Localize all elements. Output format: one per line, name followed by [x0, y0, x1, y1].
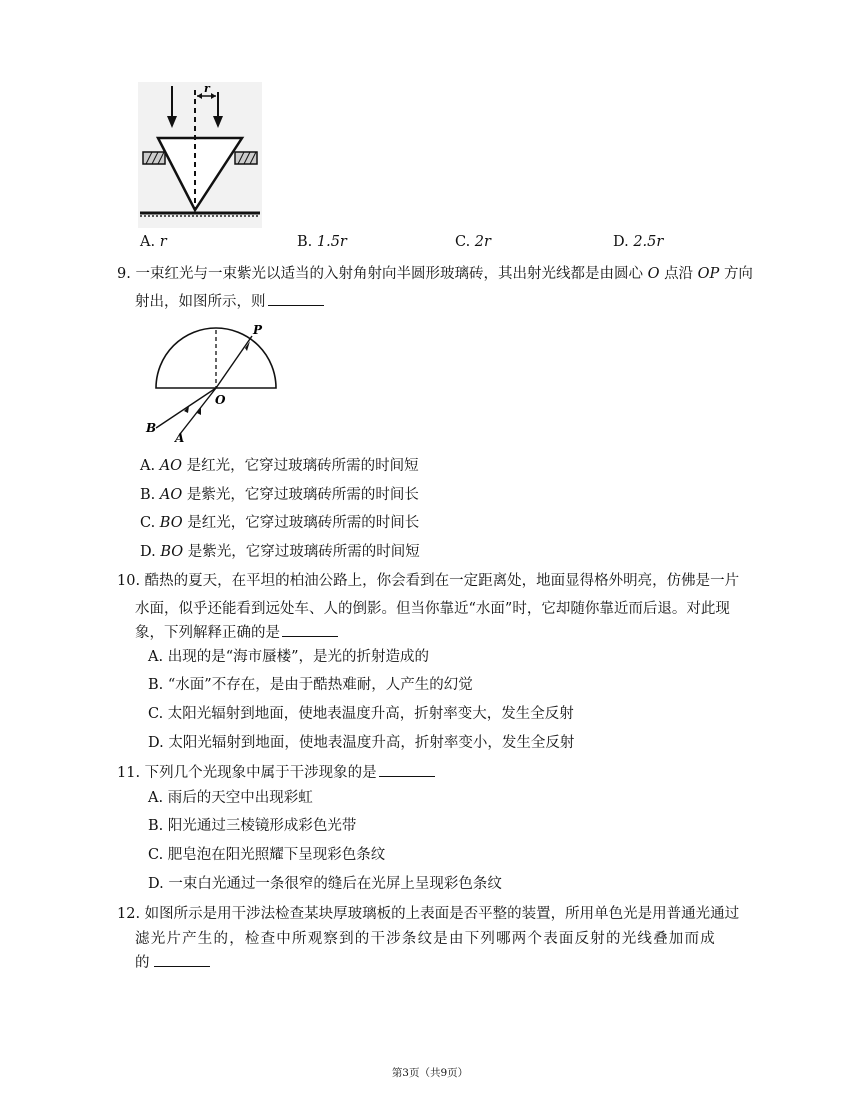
- q10-stem-line3: 象，下列解释正确的是: [135, 621, 338, 642]
- q11-option-a: A. 雨后的天空中出现彩虹: [148, 790, 313, 806]
- q12-stem-line3: 的: [135, 951, 210, 972]
- q11-option-c: C. 肥皂泡在阳光照耀下呈现彩色条纹: [148, 847, 386, 863]
- q9-stem-line2: 射出，如图所示，则: [135, 290, 324, 311]
- q11-option-b: B. 阳光通过三棱镜形成彩色光带: [148, 818, 357, 834]
- q8-r-label: r: [204, 82, 210, 95]
- q9-label-b: B: [146, 421, 157, 435]
- q9-label-a: A: [175, 431, 185, 444]
- q10-option-b: B. “水面”不存在，是由于酷热难耐，人产生的幻觉: [148, 677, 473, 693]
- q10-option-d: D. 太阳光辐射到地面，使地表温度升高，折射率变小，发生全反射: [148, 735, 575, 751]
- q11-option-d: D. 一束白光通过一条很窄的缝后在光屏上呈现彩色条纹: [148, 876, 502, 892]
- q10-answer-blank: [282, 622, 338, 637]
- q9-semicircle-figure: [142, 318, 284, 444]
- q9-option-b: B. AO 是紫光，它穿过玻璃砖所需的时间长: [140, 487, 419, 503]
- q12-stem-line2: 滤光片产生的，检查中所观察到的干涉条纹是由下列哪两个表面反射的光线叠加而成: [135, 931, 716, 947]
- q10-stem-line1: 10. 酷热的夏天，在平坦的柏油公路上，你会看到在一定距离处，地面显得格外明亮，仿佛是一片: [117, 573, 740, 589]
- q9-option-d: D. BO 是紫光，它穿过玻璃砖所需的时间短: [140, 544, 420, 560]
- q8-option-a: A. r: [140, 234, 167, 250]
- q9-label-p: P: [253, 323, 263, 337]
- q12-stem-line1: 12. 如图所示是用干涉法检查某块厚玻璃板的上表面是否平整的装置，所用单色光是用普通光通过: [117, 906, 740, 922]
- q9-option-a: A. AO 是红光，它穿过玻璃砖所需的时间短: [140, 458, 419, 474]
- q9-option-c: C. BO 是红光，它穿过玻璃砖所需的时间长: [140, 515, 420, 531]
- q10-option-a: A. 出现的是“海市蜃楼”，是光的折射造成的: [148, 649, 430, 665]
- q8-option-c: C. 2r: [455, 234, 491, 250]
- q10-option-c: C. 太阳光辐射到地面，使地表温度升高，折射率变大，发生全反射: [148, 706, 574, 722]
- q10-stem-line2: 水面，似乎还能看到远处车、人的倒影。但当你靠近“水面”时，它却随你靠近而后退。对此现: [135, 601, 730, 617]
- q11-answer-blank: [379, 762, 435, 777]
- q8-option-d: D. 2.5r: [613, 234, 664, 250]
- q8-cone-figure: [138, 82, 262, 228]
- q9-answer-blank: [268, 291, 324, 306]
- q8-option-b: B. 1.5r: [297, 234, 347, 250]
- page-footer: 第3页（共9页）: [391, 1067, 469, 1079]
- q9-label-o: O: [215, 393, 226, 407]
- q12-answer-blank: [154, 952, 210, 967]
- q9-stem-line1: 9. 一束红光与一束紫光以适当的入射角射向半圆形玻璃砖，其出射光线都是由圆心 O 点沿 OP 方向: [117, 266, 753, 282]
- q11-stem: 11. 下列几个光现象中属于干涉现象的是: [117, 761, 435, 782]
